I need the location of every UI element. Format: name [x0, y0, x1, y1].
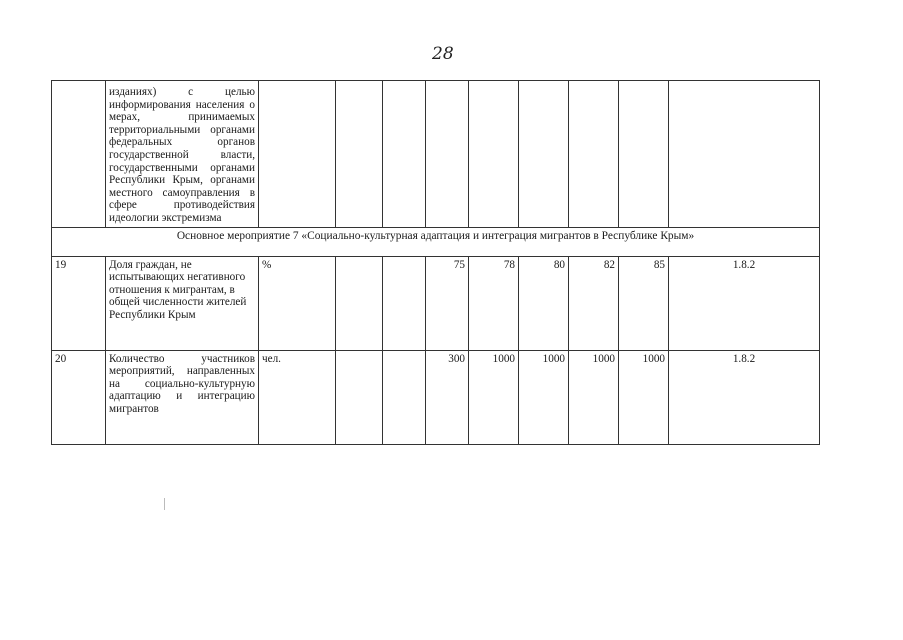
cell-reference: 1.8.2	[669, 350, 820, 444]
cell-value: 85	[619, 256, 669, 350]
cell-empty	[383, 81, 426, 228]
cell-unit	[259, 81, 336, 228]
section-row	[52, 227, 820, 256]
cell-empty	[469, 81, 519, 228]
cell-number: 20	[52, 350, 106, 444]
cell-empty	[336, 81, 383, 228]
table-row-continuation	[52, 81, 820, 228]
cell-value: 1000	[619, 350, 669, 444]
cell-empty	[669, 81, 820, 228]
cell-indicator-name: Количество участников мероприятий, направленных на социально-культурную адаптацию и интеграцию мигрантов	[106, 350, 259, 444]
table-row	[52, 350, 820, 444]
cell-unit: чел.	[259, 350, 336, 444]
cell-value: 75	[426, 256, 469, 350]
cell-reference: 1.8.2	[669, 256, 820, 350]
scan-mark	[164, 498, 165, 510]
table-row	[52, 256, 820, 350]
cell-value: 300	[426, 350, 469, 444]
cell-indicator-name: Доля граждан, не испытывающих негативного отношения к мигрантам, в общей численности жителей Республики Крым	[106, 256, 259, 350]
cell-number	[52, 81, 106, 228]
cell-empty	[519, 81, 569, 228]
cell-empty	[619, 81, 669, 228]
page-number: 28	[432, 44, 454, 64]
cell-value: 82	[569, 256, 619, 350]
cell-number: 19	[52, 256, 106, 350]
indicators-table	[51, 80, 820, 445]
cell-value: 1000	[519, 350, 569, 444]
cell-value: 1000	[569, 350, 619, 444]
cell-value: 78	[469, 256, 519, 350]
cell-value: 1000	[469, 350, 519, 444]
cell-empty	[383, 256, 426, 350]
cell-value: 80	[519, 256, 569, 350]
cell-empty	[569, 81, 619, 228]
cell-description: изданиях) с целью информирования населения о мерах, принимаемых территориальными органами федеральных органов государственной власти, государственными органами Республики Крым, органами местного самоуправления в сфере противодействия идеологии экстремизма	[106, 81, 259, 228]
cell-empty	[336, 256, 383, 350]
cell-unit: %	[259, 256, 336, 350]
cell-empty	[426, 81, 469, 228]
section-title: Основное мероприятие 7 «Социально-культурная адаптация и интеграция мигрантов в Республике Крым»	[52, 227, 820, 256]
cell-empty	[336, 350, 383, 444]
cell-empty	[383, 350, 426, 444]
